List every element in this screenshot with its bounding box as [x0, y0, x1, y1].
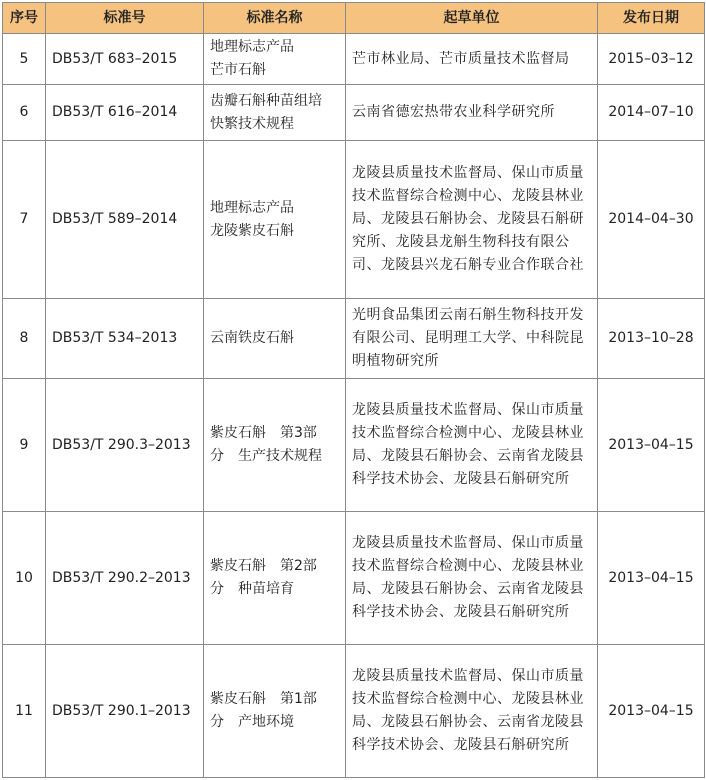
- table-row: [3, 299, 705, 379]
- drafting-org-text: 光明食品集团云南石斛生物科技开发有限公司、昆明理工大学、中科院昆明植物研究所: [352, 307, 584, 369]
- standard-name-line: 紫皮石斛 第1部: [210, 691, 317, 707]
- table-body: [3, 34, 705, 778]
- cell-standard-name: [204, 299, 346, 379]
- drafting-org-text: 龙陵县质量技术监督局、保山市质量技术监督综合检测中心、龙陵县林业局、龙陵县石斛协会、云南省龙陵县科学技术协会、龙陵县石斛研究所: [352, 668, 584, 753]
- cell-standard-code: DB53/T 589–2014: [46, 141, 204, 299]
- cell-serial-no: 7: [3, 141, 46, 299]
- cell-standard-code: DB53/T 290.3–2013: [46, 379, 204, 512]
- cell-standard-code: DB53/T 683–2015: [46, 34, 204, 85]
- header-standard-name: 标准名称: [204, 3, 346, 34]
- cell-serial-no: 11: [3, 645, 46, 778]
- table-row: [3, 34, 705, 85]
- standard-name-line: 紫皮石斛 第2部: [210, 558, 317, 574]
- cell-drafting-org: [346, 85, 598, 141]
- standard-name-line: 紫皮石斛 第3部: [210, 425, 317, 441]
- standard-name-line: 分 产地环境: [210, 714, 294, 730]
- cell-release-date: 2013–10–28: [598, 299, 705, 379]
- drafting-org-text: 云南省德宏热带农业科学研究所: [352, 104, 555, 120]
- drafting-org-text: 龙陵县质量技术监督局、保山市质量技术监督综合检测中心、龙陵县林业局、龙陵县石斛协会、龙陵县石斛研究所、龙陵县龙斛生物科技有限公司、龙陵县兴龙石斛专业合作联合社: [352, 165, 584, 273]
- standards-table: [2, 2, 705, 778]
- cell-drafting-org: [346, 645, 598, 778]
- cell-standard-name: [204, 379, 346, 512]
- cell-serial-no: 5: [3, 34, 46, 85]
- cell-release-date: 2013–04–15: [598, 512, 705, 645]
- cell-standard-name: [204, 85, 346, 141]
- cell-standard-name: [204, 141, 346, 299]
- cell-serial-no: 10: [3, 512, 46, 645]
- table-row: [3, 379, 705, 512]
- drafting-org-text: 龙陵县质量技术监督局、保山市质量技术监督综合检测中心、龙陵县林业局、龙陵县石斛协会、云南省龙陵县科学技术协会、龙陵县石斛研究所: [352, 535, 584, 620]
- standard-name-line: 齿瓣石斛种苗组培: [210, 92, 322, 109]
- standard-name-line: 地理标志产品: [210, 199, 294, 216]
- cell-serial-no: 9: [3, 379, 46, 512]
- table-row: [3, 85, 705, 141]
- cell-release-date: 2014–04–30: [598, 141, 705, 299]
- standard-name-line: 地理标志产品: [210, 39, 294, 55]
- header-release-date: 发布日期: [598, 3, 705, 34]
- header-standard-code: 标准号: [46, 3, 204, 34]
- cell-release-date: 2015–03–12: [598, 34, 705, 85]
- standard-name-line: 分 生产技术规程: [210, 448, 322, 464]
- cell-drafting-org: [346, 141, 598, 299]
- cell-serial-no: 8: [3, 299, 46, 379]
- standard-name-line: 分 种苗培育: [210, 581, 294, 597]
- cell-standard-code: DB53/T 290.2–2013: [46, 512, 204, 645]
- cell-drafting-org: [346, 379, 598, 512]
- cell-standard-name: [204, 512, 346, 645]
- table-row: [3, 141, 705, 299]
- cell-standard-name: [204, 645, 346, 778]
- cell-standard-code: DB53/T 290.1–2013: [46, 645, 204, 778]
- cell-release-date: 2013–04–15: [598, 645, 705, 778]
- header-row: [3, 3, 705, 34]
- header-serial-no: 序号: [3, 3, 46, 34]
- drafting-org-text: 龙陵县质量技术监督局、保山市质量技术监督综合检测中心、龙陵县林业局、龙陵县石斛协会、云南省龙陵县科学技术协会、龙陵县石斛研究所: [352, 402, 584, 487]
- standard-name-line: 芒市石斛: [210, 62, 266, 78]
- table-row: [3, 645, 705, 778]
- cell-drafting-org: [346, 299, 598, 379]
- standard-name-line: 快繁技术规程: [210, 115, 294, 132]
- cell-drafting-org: [346, 34, 598, 85]
- cell-release-date: 2013–04–15: [598, 379, 705, 512]
- cell-serial-no: 6: [3, 85, 46, 141]
- cell-standard-code: DB53/T 534–2013: [46, 299, 204, 379]
- standard-name-line: 龙陵紫皮石斛: [210, 222, 294, 239]
- table-row: [3, 512, 705, 645]
- drafting-org-text: 芒市林业局、芒市质量技术监督局: [352, 50, 570, 67]
- cell-drafting-org: [346, 512, 598, 645]
- cell-release-date: 2014–07–10: [598, 85, 705, 141]
- standard-name-line: 云南铁皮石斛: [210, 330, 294, 346]
- header-drafting-org: 起草单位: [346, 3, 598, 34]
- cell-standard-code: DB53/T 616–2014: [46, 85, 204, 141]
- cell-standard-name: [204, 34, 346, 85]
